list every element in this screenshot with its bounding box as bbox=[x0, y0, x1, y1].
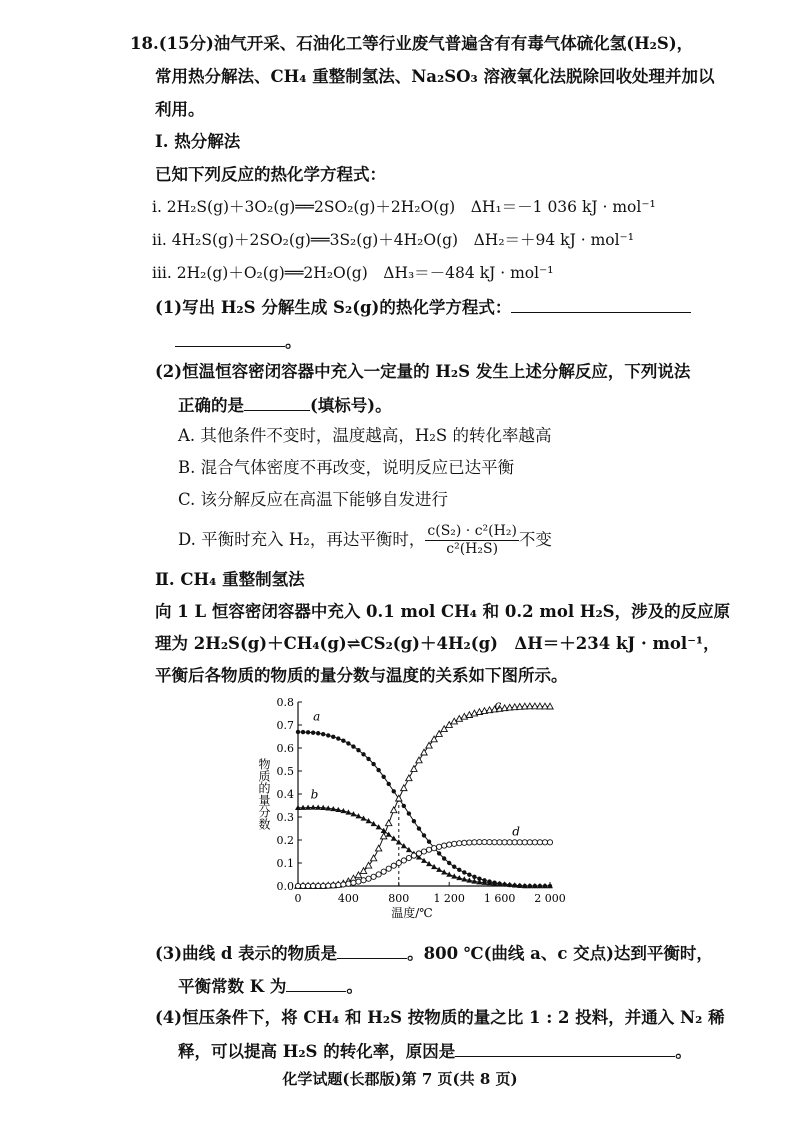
point-d bbox=[386, 866, 391, 871]
section1-title: Ⅰ. 热分解法 bbox=[155, 132, 241, 151]
section1-intro: 已知下列反应的热化学方程式： bbox=[155, 165, 386, 184]
point-d bbox=[477, 840, 482, 845]
equation-iii: ⅲ. 2H₂(g)＋O₂(g)══2H₂O(g) ΔH₃＝－484 kJ · mol⁻¹ bbox=[152, 264, 554, 282]
point-d bbox=[351, 880, 356, 885]
point-d bbox=[522, 840, 527, 845]
point-a bbox=[316, 731, 320, 735]
x-tick-label: 0 bbox=[294, 892, 302, 905]
point-a bbox=[296, 730, 300, 734]
point-b bbox=[436, 867, 442, 872]
point-d bbox=[452, 841, 457, 846]
point-a bbox=[331, 735, 335, 739]
point-b bbox=[371, 821, 377, 826]
option-d bbox=[178, 520, 552, 560]
point-a bbox=[301, 730, 305, 734]
point-d bbox=[361, 878, 366, 883]
point-d bbox=[346, 881, 351, 886]
x-axis-label: 温度/℃ bbox=[391, 906, 433, 920]
answer-blank-1a[interactable] bbox=[511, 294, 691, 313]
point-a bbox=[437, 851, 441, 855]
answer-blank-3b[interactable] bbox=[286, 973, 346, 992]
section2-p2: 理为 2H₂S(g)＋CH₄(g)⇌CS₂(g)＋4H₂(g) ΔH＝＋234 kJ · mol⁻¹， bbox=[155, 634, 720, 653]
point-d bbox=[472, 840, 477, 845]
answer-blank-3a[interactable] bbox=[337, 940, 407, 959]
question-3-text: (3)曲线 d 表示的物质是 bbox=[155, 944, 338, 963]
series-label-d: d bbox=[512, 824, 520, 839]
point-a bbox=[376, 768, 380, 772]
point-a bbox=[356, 748, 360, 752]
point-d bbox=[507, 840, 512, 845]
point-a bbox=[462, 870, 466, 874]
point-c bbox=[411, 766, 417, 772]
point-d bbox=[492, 840, 497, 845]
y-tick-label: 0.8 bbox=[276, 696, 294, 709]
fraction-denominator: c²(H₂S) bbox=[446, 541, 499, 557]
question-3-k-label: 平衡常数 K 为 bbox=[178, 977, 287, 996]
point-a bbox=[346, 741, 350, 745]
q18-line3: 利用。 bbox=[155, 100, 205, 119]
question-4-text: 释，可以提高 H₂S 的转化率，原因是 bbox=[178, 1042, 456, 1061]
point-d bbox=[401, 858, 406, 863]
point-a bbox=[412, 819, 416, 823]
point-d bbox=[371, 874, 376, 879]
question-1-end: 。 bbox=[285, 332, 302, 351]
y-tick-label: 0.1 bbox=[276, 857, 294, 870]
question-4-end: 。 bbox=[675, 1042, 692, 1061]
point-d bbox=[512, 840, 517, 845]
point-d bbox=[431, 846, 436, 851]
y-tick-label: 0.2 bbox=[276, 834, 294, 847]
x-tick-label: 800 bbox=[388, 892, 410, 905]
point-a bbox=[422, 833, 426, 837]
mole-fraction-chart bbox=[250, 690, 570, 925]
point-a bbox=[457, 868, 461, 872]
point-d bbox=[482, 840, 487, 845]
question-3-text2: 。800 ℃(曲线 a、c 交点)达到平衡时， bbox=[407, 944, 713, 963]
point-c bbox=[380, 833, 386, 839]
question-3 bbox=[155, 940, 713, 966]
question-4-cont bbox=[178, 1038, 692, 1064]
answer-blank-1b[interactable] bbox=[175, 328, 285, 347]
point-c bbox=[406, 775, 412, 781]
y-tick-label: 0.4 bbox=[276, 788, 294, 801]
option-d-pre: D. 平衡时充入 H₂，再达平衡时， bbox=[178, 530, 426, 549]
point-b bbox=[386, 832, 392, 837]
point-d bbox=[336, 882, 341, 887]
point-d bbox=[447, 842, 452, 847]
page-footer: 化学试题(长郡版)第 7 页(共 8 页) bbox=[282, 1070, 518, 1088]
point-d bbox=[341, 882, 346, 887]
x-tick-label: 1 600 bbox=[483, 892, 516, 905]
option-b: B. 混合气体密度不再改变，说明反应已达平衡 bbox=[178, 458, 515, 477]
point-b bbox=[401, 843, 407, 848]
point-a bbox=[392, 789, 396, 793]
point-a bbox=[306, 730, 310, 734]
point-c bbox=[375, 845, 381, 851]
point-a bbox=[407, 811, 411, 815]
point-d bbox=[311, 883, 316, 888]
point-d bbox=[411, 853, 416, 858]
point-a bbox=[387, 782, 391, 786]
point-d bbox=[426, 847, 431, 852]
y-tick-label: 0.7 bbox=[276, 719, 294, 732]
point-d bbox=[502, 840, 507, 845]
point-d bbox=[487, 840, 492, 845]
option-d-post: 不变 bbox=[518, 530, 552, 549]
question-4: (4)恒压条件下，将 CH₄ 和 H₂S 按物质的量之比 1 : 2 投料，并通入 N₂ 稀 bbox=[155, 1008, 725, 1027]
point-d bbox=[376, 872, 381, 877]
point-d bbox=[316, 883, 321, 888]
q18-line2: 常用热分解法、CH₄ 重整制氢法、Na₂SO₃ 溶液氧化法脱除回收处理并加以 bbox=[155, 67, 715, 86]
point-b bbox=[421, 858, 427, 863]
y-tick-label: 0.6 bbox=[276, 742, 294, 755]
y-tick-label: 0.5 bbox=[276, 765, 294, 778]
question-2-label: 正确的是 bbox=[178, 396, 244, 415]
point-d bbox=[467, 840, 472, 845]
x-tick-label: 2 000 bbox=[534, 892, 566, 905]
point-a bbox=[472, 875, 476, 879]
point-c bbox=[416, 757, 422, 763]
point-a bbox=[417, 826, 421, 830]
point-a bbox=[341, 739, 345, 743]
point-c bbox=[391, 807, 397, 813]
x-tick-label: 400 bbox=[337, 892, 359, 905]
option-d-fraction bbox=[425, 523, 519, 558]
point-d bbox=[517, 840, 522, 845]
point-b bbox=[426, 861, 432, 866]
point-d bbox=[462, 840, 467, 845]
point-d bbox=[326, 883, 331, 888]
point-d bbox=[537, 840, 542, 845]
point-b bbox=[391, 836, 397, 841]
question-3-cont bbox=[178, 973, 363, 999]
point-d bbox=[391, 863, 396, 868]
option-c: C. 该分解反应在高温下能够自发进行 bbox=[178, 490, 449, 509]
point-c bbox=[401, 785, 407, 791]
question-2-cont bbox=[178, 392, 392, 418]
point-d bbox=[527, 840, 532, 845]
option-a: A. 其他条件不变时，温度越高，H₂S 的转化率越高 bbox=[178, 426, 552, 445]
y-axis-label: 物质的量分数 bbox=[257, 758, 271, 830]
x-tick-label: 1 200 bbox=[433, 892, 465, 905]
point-d bbox=[442, 843, 447, 848]
point-d bbox=[497, 840, 502, 845]
point-a bbox=[311, 730, 315, 734]
point-a bbox=[402, 804, 406, 808]
point-d bbox=[547, 840, 552, 845]
question-2-hint: (填标号)。 bbox=[310, 396, 392, 415]
equation-i: ⅰ. 2H₂S(g)＋3O₂(g)══2SO₂(g)＋2H₂O(g) ΔH₁＝－1 036 kJ · mol⁻¹ bbox=[152, 198, 656, 216]
series-label-a: a bbox=[313, 709, 321, 724]
point-a bbox=[371, 762, 375, 766]
question-1-cont bbox=[175, 328, 302, 354]
section2-p3: 平衡后各物质的物质的量分数与温度的关系如下图所示。 bbox=[155, 666, 568, 685]
point-d bbox=[532, 840, 537, 845]
point-a bbox=[442, 856, 446, 860]
point-d bbox=[366, 876, 371, 881]
equation-ii: ⅱ. 4H₂S(g)＋2SO₂(g)══3S₂(g)＋4H₂O(g) ΔH₂＝＋94 kJ · mol⁻¹ bbox=[152, 231, 634, 249]
point-c bbox=[370, 855, 376, 861]
series-label-c: c bbox=[494, 697, 502, 712]
question-1 bbox=[155, 294, 691, 320]
point-d bbox=[295, 883, 300, 888]
y-tick-label: 0.3 bbox=[276, 811, 294, 824]
point-a bbox=[427, 840, 431, 844]
point-a bbox=[381, 775, 385, 779]
point-d bbox=[381, 869, 386, 874]
point-a bbox=[366, 757, 370, 761]
section2-p1: 向 1 L 恒容密闭容器中充入 0.1 mol CH₄ 和 0.2 mol H₂S，涉及的反应原 bbox=[155, 602, 731, 621]
point-d bbox=[305, 883, 310, 888]
point-a bbox=[351, 744, 355, 748]
point-c bbox=[547, 703, 553, 709]
point-a bbox=[467, 873, 471, 877]
fraction-numerator: c(S₂) · c²(H₂) bbox=[427, 523, 517, 539]
series-line-b bbox=[298, 808, 550, 887]
point-c bbox=[386, 820, 392, 826]
question-2: (2)恒温恒容密闭容器中充入一定量的 H₂S 发生上述分解反应，下列说法 bbox=[155, 362, 691, 381]
point-d bbox=[396, 860, 401, 865]
q18-line1: 18.(15分)油气开采、石油化工等行业废气普遍含有有毒气体硫化氢(H₂S)， bbox=[130, 34, 694, 53]
point-a bbox=[447, 861, 451, 865]
point-b bbox=[431, 864, 437, 869]
section2-title: Ⅱ. CH₄ 重整制氢法 bbox=[155, 570, 305, 589]
point-d bbox=[542, 840, 547, 845]
point-d bbox=[321, 883, 326, 888]
point-b bbox=[376, 824, 382, 829]
series-label-b: b bbox=[310, 787, 319, 802]
point-d bbox=[331, 883, 336, 888]
point-d bbox=[416, 851, 421, 856]
point-a bbox=[452, 865, 456, 869]
answer-blank-2[interactable] bbox=[244, 392, 310, 411]
point-a bbox=[336, 736, 340, 740]
point-a bbox=[321, 732, 325, 736]
point-b bbox=[361, 815, 367, 820]
point-d bbox=[356, 879, 361, 884]
point-a bbox=[361, 752, 365, 756]
point-d bbox=[300, 883, 305, 888]
question-3-end: 。 bbox=[346, 977, 363, 996]
point-d bbox=[457, 841, 462, 846]
y-tick-label: 0.0 bbox=[276, 880, 294, 893]
point-d bbox=[437, 844, 442, 849]
point-b bbox=[406, 847, 412, 852]
answer-blank-4[interactable] bbox=[455, 1038, 675, 1057]
point-a bbox=[326, 733, 330, 737]
point-d bbox=[406, 855, 411, 860]
point-d bbox=[421, 849, 426, 854]
question-1-text: (1)写出 H₂S 分解生成 S₂(g)的热化学方程式： bbox=[155, 298, 512, 317]
